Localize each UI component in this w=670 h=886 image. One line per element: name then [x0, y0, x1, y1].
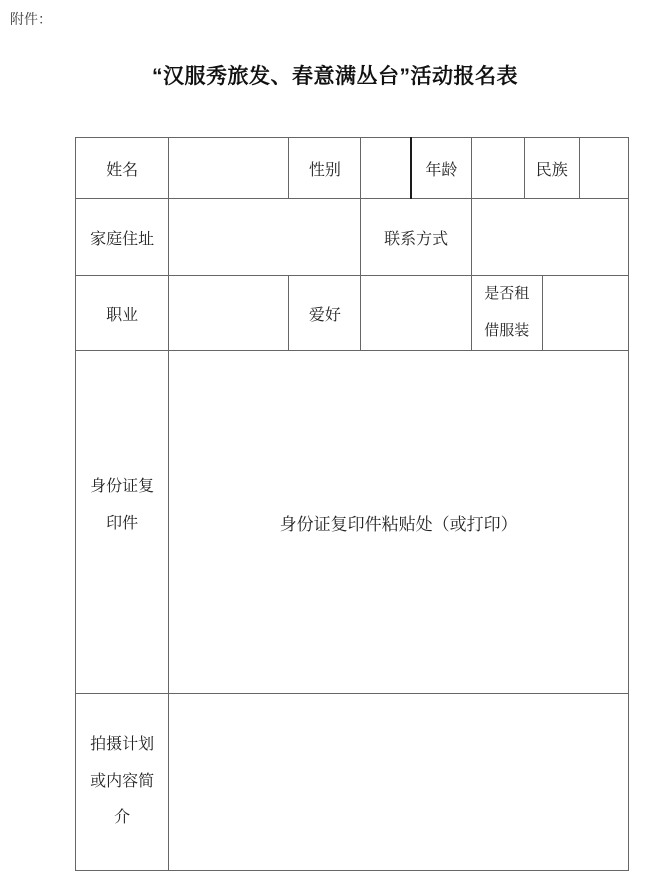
- table-row: [76, 276, 629, 351]
- hobby-label-cell: 爱好: [289, 276, 361, 351]
- table-row: [76, 694, 629, 871]
- shooting-plan-label-line: 介: [114, 809, 131, 827]
- name-label-cell: 姓名: [76, 138, 169, 199]
- shooting-plan-value-cell: [169, 694, 629, 871]
- contact-label-cell: 联系方式: [361, 199, 471, 276]
- hobby-value-cell: [361, 276, 471, 351]
- contact-value-cell: [471, 199, 628, 276]
- rent-costume-value-cell: [542, 276, 628, 351]
- gender-label-cell: 性别: [289, 138, 361, 199]
- id-copy-paste-area-cell: 身份证复印件粘贴处（或打印）: [169, 351, 629, 694]
- shooting-plan-label-cell: [76, 694, 169, 871]
- ethnicity-value-cell: [579, 138, 628, 199]
- name-value-cell: [169, 138, 289, 199]
- shooting-plan-label-line: 拍摄计划: [90, 735, 155, 753]
- rent-costume-label-cell: [471, 276, 542, 351]
- registration-table: [75, 137, 629, 871]
- address-value-cell: [169, 199, 361, 276]
- rent-costume-label-line: 借服装: [484, 322, 530, 339]
- id-copy-label-line: 印件: [106, 515, 139, 532]
- ethnicity-label-cell: 民族: [524, 138, 579, 199]
- table-row: [76, 199, 629, 276]
- age-value-cell: [471, 138, 524, 199]
- rent-costume-label-line: 是否租: [484, 285, 530, 303]
- age-label-cell: 年龄: [411, 138, 471, 199]
- table-row: [76, 138, 629, 199]
- attachment-label: 附件：: [10, 11, 52, 27]
- id-copy-label-line: 身份证复: [90, 478, 155, 496]
- occupation-label-cell: 职业: [76, 276, 169, 351]
- page-title: “汉服秀旅发、春意满丛台”活动报名表: [152, 65, 518, 88]
- gender-value-cell: [361, 138, 411, 199]
- table-row: [76, 351, 629, 694]
- id-copy-label-cell: [76, 351, 169, 694]
- occupation-value-cell: [169, 276, 289, 351]
- address-label-cell: 家庭住址: [76, 199, 169, 276]
- shooting-plan-label-line: 或内容简: [90, 772, 155, 790]
